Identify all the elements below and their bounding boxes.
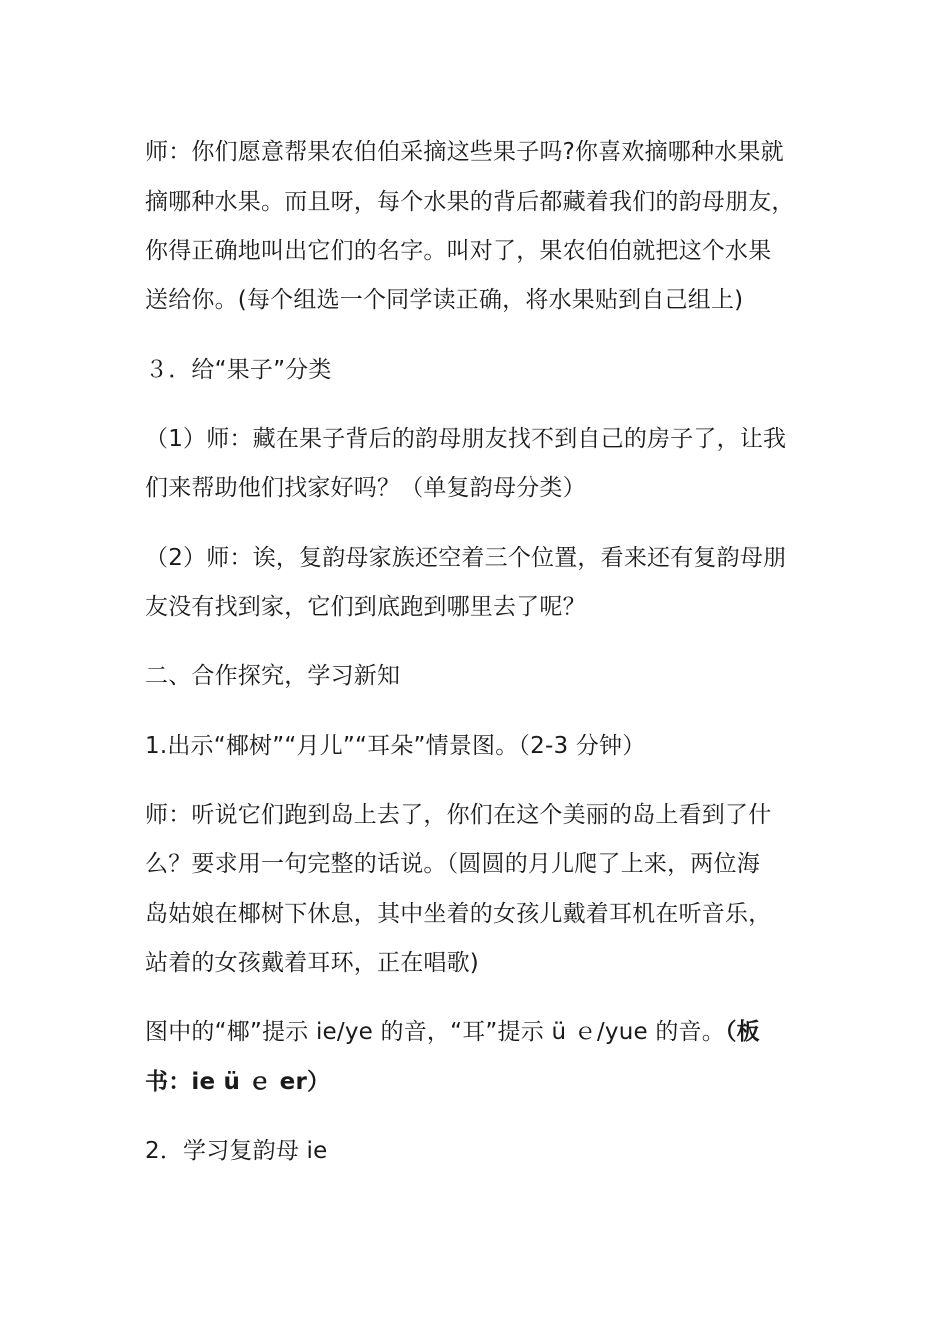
paragraph-line: 师：你们愿意帮果农伯伯采摘这些果子吗?你喜欢摘哪种水果就 xyxy=(145,139,784,165)
paragraph-line: 1.出示“椰树”“月儿”“耳朵”情景图。（2-3 分钟） xyxy=(145,733,646,759)
paragraph-line: 么？要求用一句完整的话说。（圆圆的月儿爬了上来，两位海 xyxy=(145,851,760,877)
paragraph-line: 你得正确地叫出它们的名字。叫对了，果农伯伯就把这个水果 xyxy=(145,238,772,264)
paragraph-line: （1）师：藏在果子背后的韵母朋友找不到自己的房子了，让我 xyxy=(145,426,787,452)
section-heading: 二、合作探究，学习新知 xyxy=(145,663,401,689)
paragraph-line: 们来帮助他们找家好吗？（单复韵母分类） xyxy=(145,475,586,501)
paragraph-line xyxy=(145,1017,825,1047)
section-heading: 2．学习复韵母 ie xyxy=(145,1138,328,1164)
paragraph-line: 岛姑娘在椰树下休息，其中坐着的女孩儿戴着耳机在听音乐， xyxy=(145,901,772,927)
paragraph-line: 送给你。(每个组选一个同学读正确，将水果贴到自己组上) xyxy=(145,287,744,313)
paragraph-line: （2）师：诶，复韵母家族还空着三个位置，看来还有复韵母朋 xyxy=(145,545,787,571)
board-note: 书：ie ü ｅ er） xyxy=(145,1069,331,1095)
board-note-open: （板 xyxy=(724,1019,760,1045)
paragraph-text: 图中的“椰”提示 ie/ye 的音，“耳”提示 ü ｅ/yue 的音。 xyxy=(145,1019,725,1045)
paragraph-line: 友没有找到家，它们到底跑到哪里去了呢？ xyxy=(145,594,586,620)
paragraph-line: 师：听说它们跑到岛上去了，你们在这个美丽的岛上看到了什 xyxy=(145,802,772,828)
section-heading: ３．给“果子”分类 xyxy=(145,357,332,383)
paragraph-line: 摘哪种水果。而且呀，每个水果的背后都藏着我们的韵母朋友， xyxy=(145,189,795,215)
paragraph-line: 站着的女孩戴着耳环，正在唱歌) xyxy=(145,950,479,976)
